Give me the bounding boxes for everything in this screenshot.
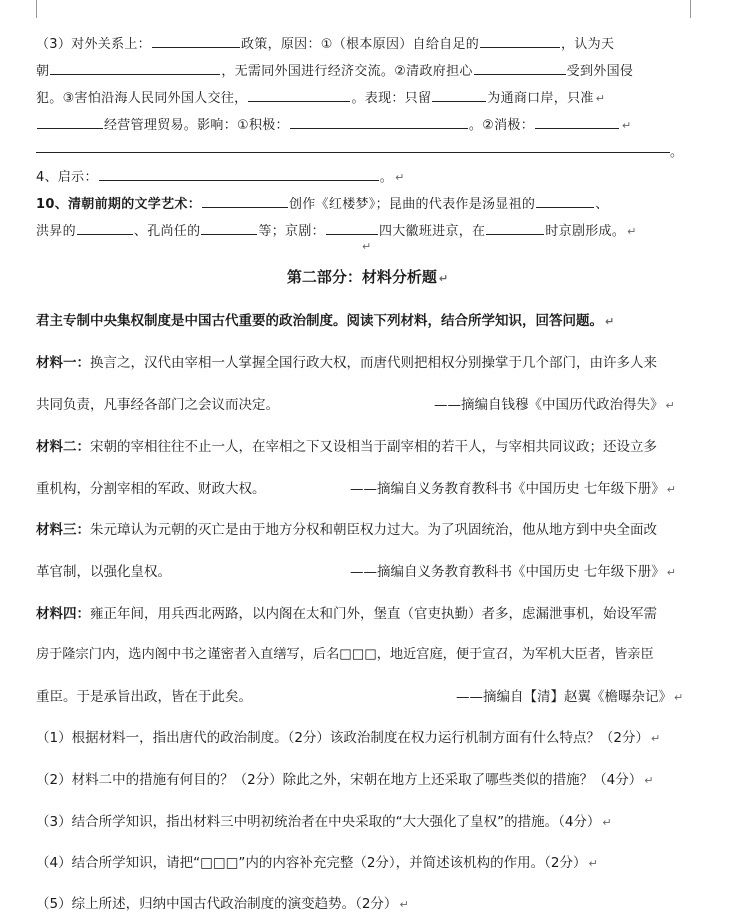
paragraph-mark: ↵ (627, 225, 637, 238)
material-label: 材料四： (36, 606, 90, 622)
paragraph-mark: ↵ (651, 732, 661, 745)
text: 4、启示： (36, 170, 98, 185)
text: 受到外国侵 (566, 64, 634, 79)
answer-blank[interactable] (535, 116, 619, 129)
answer-blank[interactable] (536, 195, 594, 208)
question-text: （2）材料二中的措施有何目的？（2分）除此之外，宋朝在地方上还采取了哪些类似的措施？（4分） (36, 772, 643, 788)
question-text: （3）结合所学知识，指出材料三中明初统治者在中央采取的“大大强化了皇权”的措施。（4分） (36, 814, 601, 830)
crop-mark-left (18, 0, 37, 18)
paragraph-mark: ↵ (602, 816, 612, 829)
fill-line-6 (36, 166, 705, 185)
answer-blank[interactable] (152, 35, 240, 48)
answer-blank[interactable] (248, 89, 350, 102)
text: 重机构，分割宰相的军政、财政大权。 (36, 481, 266, 497)
fill-line-1 (36, 33, 705, 52)
text: 时京剧形成。 (545, 224, 626, 239)
text: 、 (595, 197, 609, 212)
question-2 (36, 768, 705, 788)
answer-blank[interactable] (50, 62, 220, 75)
question-text: （5）综上所述，归纳中国古代政治制度的演变趋势。（2分） (36, 896, 398, 912)
question-1 (36, 726, 705, 746)
material-4-line-2 (36, 643, 705, 662)
answer-blank[interactable] (432, 89, 486, 102)
text: 宋朝的宰相往往不止一人，在宰相之下又设相当于副宰相的若干人，与宰相共同议政；还设立多 (90, 439, 657, 455)
text: 革官制，以强化皇权。 (36, 564, 171, 580)
text: 朝 (36, 64, 50, 79)
text: ，认为天 (561, 37, 615, 52)
paragraph-mark: ↵ (644, 774, 654, 787)
paragraph-mark: ↵ (666, 483, 677, 496)
answer-blank[interactable] (474, 62, 566, 75)
fill-line-4 (36, 114, 705, 133)
material-4-line-1 (36, 602, 705, 622)
text: 。 (379, 170, 394, 185)
answer-blank[interactable] (201, 222, 257, 235)
text: 房于隆宗门内，选内阁中书之谨密者入直缮写，后名□□□，地近宫庭，便于宣召，为军机大臣者，皆亲臣 (36, 647, 654, 662)
text: 经营管理贸易。影响：①积极： (104, 118, 289, 133)
material-label: 材料一： (36, 355, 90, 371)
answer-blank[interactable] (37, 116, 103, 129)
text: 犯。③害怕沿海人民同外国人交往， (36, 91, 248, 106)
paragraph-mark: ↵ (362, 240, 372, 253)
paragraph-mark: ↵ (438, 272, 449, 285)
text: 等；京剧： (258, 224, 325, 239)
text: 换言之，汉代由宰相一人掌握全国行政大权，而唐代则把相权分别操掌于几个部门，由许多人来 (90, 355, 657, 371)
text: 为通商口岸，只准 (487, 91, 594, 106)
question-3 (36, 810, 705, 830)
text: 四大徽班进京，在 (378, 224, 486, 239)
paragraph-mark: ↵ (674, 691, 684, 704)
text: 雍正年间，用兵西北两路，以内阁在太和门外，堡直（官吏执勤）者多，虑漏泄事机，始设军需 (90, 606, 657, 622)
text: （3）对外关系上： (36, 37, 151, 52)
text: 、孔尚任的 (133, 224, 201, 239)
material-2-line-1 (36, 435, 705, 455)
empty-paragraph (360, 239, 705, 254)
answer-blank[interactable] (486, 222, 544, 235)
text: ——摘编自义务教育教科书《中国历史 七年级下册》 (350, 564, 665, 580)
answer-blank[interactable] (99, 168, 379, 181)
text: 。②消极： (468, 118, 535, 133)
answer-blank[interactable] (77, 222, 133, 235)
fill-line-5-end (670, 141, 705, 160)
paragraph-mark: ↵ (395, 171, 405, 184)
section-title-text: 第二部分：材料分析题 (286, 268, 437, 286)
answer-blank[interactable] (480, 35, 560, 48)
fill-line-2 (36, 60, 705, 79)
material-1-source (434, 393, 675, 413)
material-label: 材料三： (36, 522, 90, 538)
text: 君主专制中央集权制度是中国古代重要的政治制度。阅读下列材料，结合所学知识，回答问题。 (36, 313, 603, 329)
text: 重臣。于是承旨出政，皆在于此矣。 (36, 689, 252, 705)
fill-line-8 (36, 220, 705, 239)
fill-line-7 (36, 193, 705, 212)
paragraph-mark: ↵ (622, 119, 632, 132)
intro-text (36, 309, 705, 329)
text: ——摘编自钱穆《中国历代政治得失》 (434, 397, 664, 413)
text: 共同负责，凡事经各部门之会议而决定。 (36, 397, 279, 413)
material-3-line-1 (36, 518, 705, 538)
fill-line-3 (36, 87, 705, 106)
text: ——摘编自义务教育教科书《中国历史 七年级下册》 (350, 481, 665, 497)
answer-blank[interactable] (326, 222, 378, 235)
text: 。 (670, 145, 684, 160)
paragraph-mark: ↵ (605, 315, 615, 328)
question-5 (36, 892, 705, 912)
section-title (0, 266, 735, 287)
text: 朱元璋认为元朝的灭亡是由于地方分权和朝臣权力过大。为了巩固统治，他从地方到中央全面改 (90, 522, 657, 538)
answer-rule[interactable] (36, 151, 670, 153)
text: 创作《红楼梦》；昆曲的代表作是汤显祖的 (289, 197, 536, 212)
question-text: （1）根据材料一，指出唐代的政治制度。（2分）该政治制度在权力运行机制方面有什么特点？（2分） (36, 730, 650, 746)
text: 10、清朝前期的文学艺术： (36, 197, 201, 212)
crop-mark-right (690, 0, 709, 18)
answer-blank[interactable] (290, 116, 468, 129)
text: ，无需同外国进行经济交流。②清政府担心 (221, 64, 473, 79)
paragraph-mark: ↵ (666, 566, 677, 579)
paragraph-mark: ↵ (595, 92, 606, 105)
material-label: 材料二： (36, 439, 90, 455)
text: 洪昇的 (36, 224, 76, 239)
material-1-line-1 (36, 351, 705, 371)
material-3-source (350, 560, 676, 580)
question-text: （4）结合所学知识，请把“□□□”内的内容补充完整（2分），并简述该机构的作用。（2分） (36, 855, 587, 871)
text: ——摘编自【清】赵翼《檐曝杂记》 (456, 689, 672, 705)
material-4-source (456, 685, 683, 705)
paragraph-mark: ↵ (588, 857, 598, 870)
paragraph-mark: ↵ (399, 898, 409, 911)
answer-blank[interactable] (202, 195, 288, 208)
text: 政策，原因：①（根本原因）自给自足的 (240, 37, 480, 52)
text: 。表现：只留 (351, 91, 432, 106)
question-4 (36, 851, 705, 871)
paragraph-mark: ↵ (665, 399, 675, 412)
material-2-source (350, 477, 676, 497)
